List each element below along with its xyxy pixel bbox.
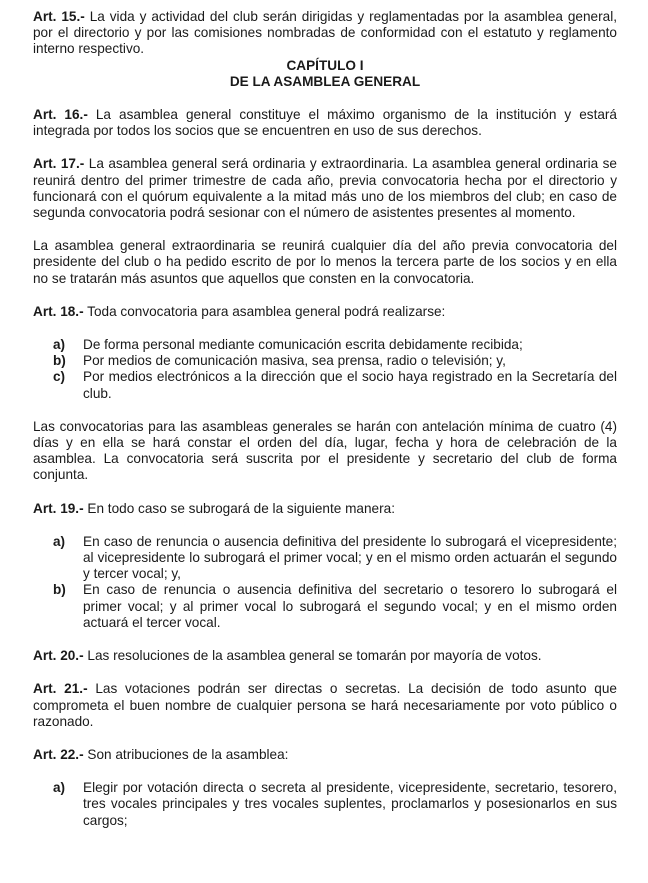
article-text: La vida y actividad del club serán dirigidas y reglamentadas por la asamblea general, por el directorio y por las comisiones nombradas de conformidad con el estatuto y reglamento interno respectivo. — [33, 9, 617, 57]
list-item — [33, 353, 617, 369]
article-20 — [33, 648, 617, 664]
article-19-list — [33, 534, 617, 631]
article-label: Art. 16.- — [33, 107, 88, 123]
document-page — [33, 9, 617, 829]
list-text: Por medios electrónicos a la dirección que el socio haya registrado en la Secretaría del club. — [83, 369, 617, 401]
article-15 — [33, 9, 617, 58]
article-label: Art. 21.- — [33, 681, 88, 697]
article-19 — [33, 501, 617, 517]
list-item — [33, 582, 617, 631]
article-18-paragraph-2: Las convocatorias para las asambleas generales se harán con antelación mínima de cuatro (4) días y en ella se hará constar el orden del día, lugar, fecha y hora de celebración de la asamblea. La convocatoria será suscrita por el presidente y secretario del club de forma conjunta. — [33, 418, 617, 483]
list-item — [33, 780, 617, 829]
article-text: Son atribuciones de la asamblea: — [87, 746, 289, 762]
list-letter: b) — [53, 582, 66, 598]
article-text: En todo caso se subrogará de la siguiente manera: — [87, 500, 395, 516]
list-text: En caso de renuncia o ausencia definitiva del presidente lo subrogará el vicepresidente; al vicepresidente lo subrogará el primer vocal; y en el mismo orden actuarán el segundo y tercer vocal; y, — [83, 533, 617, 582]
chapter-subtitle: DE LA ASAMBLEA GENERAL — [229, 73, 421, 89]
article-18 — [33, 304, 617, 320]
article-21 — [33, 681, 617, 730]
article-18-list — [33, 337, 617, 402]
article-16 — [33, 107, 617, 139]
article-label: Art. 22.- — [33, 746, 84, 762]
article-text: La asamblea general constituye el máximo organismo de la institución y estará integrada por todos los socios que se encuentren en uso de sus derechos. — [33, 107, 617, 139]
article-label: Art. 15.- — [33, 9, 85, 24]
list-letter: b) — [53, 353, 66, 369]
article-label: Art. 18.- — [33, 303, 84, 319]
list-text: Elegir por votación directa o secreta al presidente, vicepresidente, secretario, tesorero, tres vocales principales y tres vocales suplentes, proclamarlos y posesionarlos en sus cargos; — [83, 780, 617, 828]
article-17-paragraph-2: La asamblea general extraordinaria se reunirá cualquier día del año previa convocatoria del presidente del club o ha pedido escrito de por lo menos la tercera parte de los socios y en ella no se tratarán más asuntos que aquellos que consten en la convocatoria. — [33, 238, 617, 286]
list-text: Por medios de comunicación masiva, sea prensa, radio o televisión; y, — [83, 353, 506, 369]
chapter-title: CAPÍTULO I — [286, 57, 364, 73]
list-item — [33, 369, 617, 401]
article-label: Art. 19.- — [33, 500, 84, 516]
article-text: La asamblea general será ordinaria y extraordinaria. La asamblea general ordinaria se reunirá dentro del primer trimestre de cada año, previa convocatoria hecha por el directorio y funcionará con el quórum equivalente a la mitad más uno de los miembros del club; en caso de segunda convocatoria podrá sesionar con el número de asistentes presentes al momento. — [33, 156, 617, 221]
list-item — [33, 337, 617, 353]
list-letter: a) — [53, 533, 66, 549]
article-17 — [33, 156, 617, 221]
article-22 — [33, 747, 617, 763]
article-label: Art. 17.- — [33, 156, 85, 172]
article-text: Las votaciones podrán ser directas o secretas. La decisión de todo asunto que comprometa el buen nombre de cualquier persona se hará necesariamente por voto público o razonado. — [33, 681, 617, 729]
list-letter: a) — [53, 337, 66, 353]
article-22-list — [33, 780, 617, 829]
article-label: Art. 20.- — [33, 648, 84, 664]
list-letter: c) — [53, 369, 66, 385]
article-text: Las resoluciones de la asamblea general se tomarán por mayoría de votos. — [87, 648, 542, 664]
list-letter: a) — [53, 780, 66, 796]
article-text: Toda convocatoria para asamblea general podrá realizarse: — [87, 303, 446, 319]
list-text: En caso de renuncia o ausencia definitiva del secretario o tesorero lo subrogará el primer vocal; y al primer vocal lo subrogará el segundo vocal; y en el mismo orden actuará el tercer vocal. — [83, 582, 617, 630]
list-item — [33, 534, 617, 583]
list-text: De forma personal mediante comunicación escrita debidamente recibida; — [83, 337, 523, 353]
